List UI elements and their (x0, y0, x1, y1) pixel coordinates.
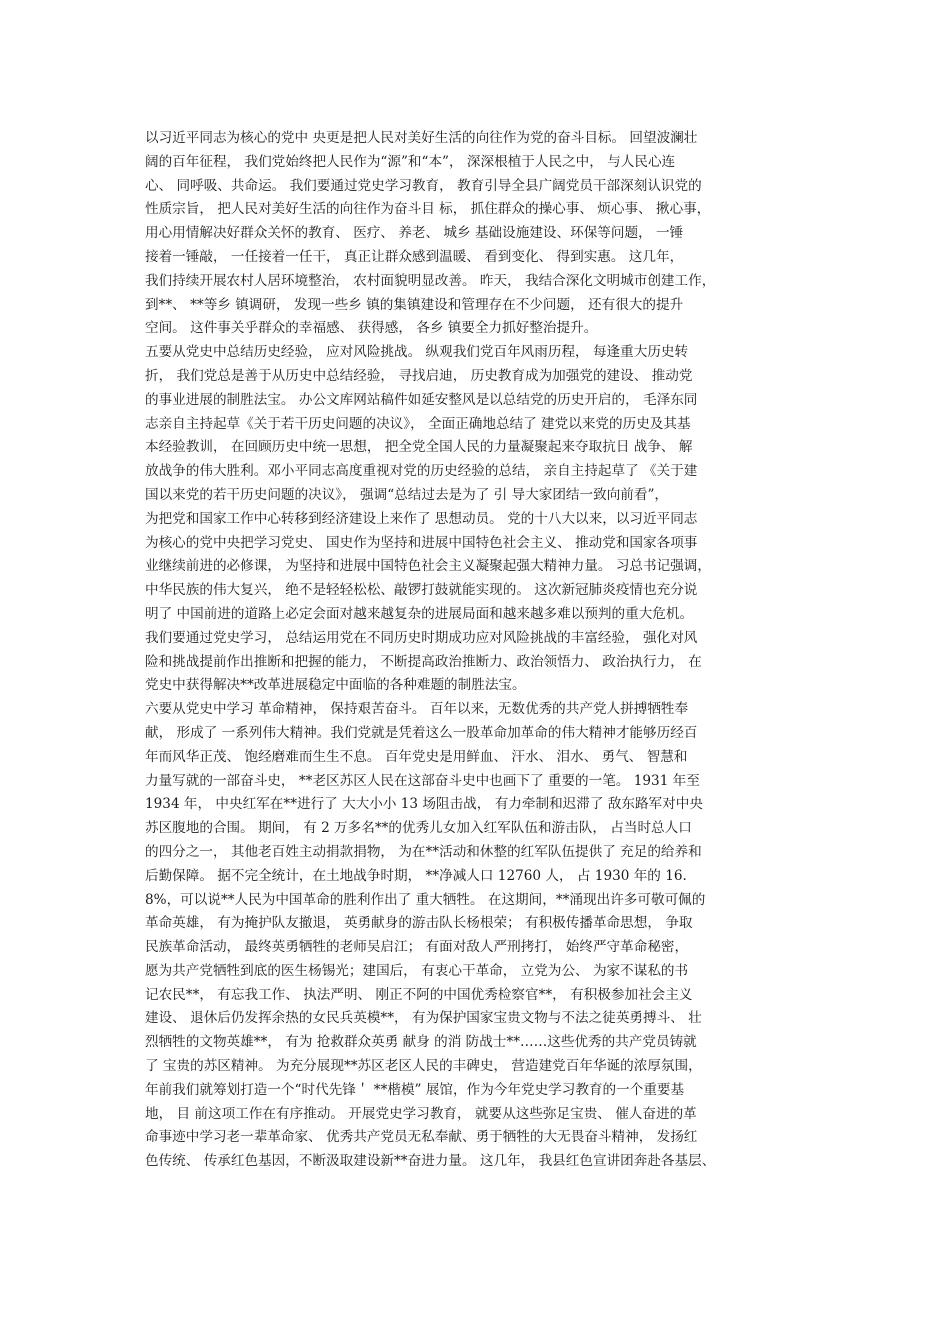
text-line: 我们要通过党史学习， 总结运用党在不同历史时期成功应对风险挑战的丰富经验， 强化对风 (145, 629, 698, 646)
document-body (145, 127, 812, 1174)
text-line: 五要从党史中总结历史经验， 应对风险挑战。 纵观我们党百年风雨历程， 每逢重大历史转 (145, 344, 689, 361)
text-line: 烈牺牲的文物英雄**， 有为 抢救群众英勇 献身 的消 防战士**……这些优秀的共产党员铸就 (145, 1034, 697, 1051)
text-line: 中华民族的伟大复兴， 绝不是轻轻松松、敲锣打鼓就能实现的。 这次新冠肺炎疫情也充分说 (145, 582, 698, 599)
text-line: 色传统、 传承红色基因，不断汲取建设新**奋进力量。 这几年， 我县红色宣讲团奔赴各基层、 (145, 1153, 716, 1170)
text-line: 年前我们就筹划打造一个“时代先锋＇ **楷模” 展馆，作为今年党史学习教育的一个重要基 (145, 1081, 685, 1098)
text-line: 放战争的伟大胜利。邓小平同志高度重视对党的历史经验的总结， 亲自主持起草了 《关于建 (145, 463, 698, 480)
text-line: 献， 形成了 一系列伟大精神。我们党就是凭着这么一股革命加革命的伟大精神才能够历经百 (145, 724, 698, 741)
text-line: 革命英雄， 有为掩护队友撤退， 英勇献身的游击队长杨根荣； 有积极传播革命思想， 争取 (145, 915, 693, 932)
text-line: 为核心的党中央把学习党史、 国史作为坚持和进展中国特色社会主义、 推动党和国家各项事 (145, 534, 698, 551)
text-line: 阔的百年征程， 我们党始终把人民作为“源”和“本”， 深深根植于人民之中， 与人民心连 (145, 153, 676, 170)
text-line: 险和挑战提前作出推断和把握的能力， 不断提高政治推断力、政治领悟力、 政治执行力， 在 (145, 653, 702, 670)
text-line: 接着一锤敲， 一任接着一任干， 真正让群众感到温暖、 看到变化、 得到实惠。 这几年， (145, 248, 684, 265)
text-line: 本经验教训， 在回顾历史中统一思想， 把全党全国人民的力量凝聚起来夺取抗日 战争、 解 (145, 439, 693, 456)
text-line: 空间。 这件事关乎群众的幸福感、 获得感， 各乡 镇要全力抓好整治提升。 (145, 320, 598, 337)
text-line: 的事业进展的制胜法宝。 办公文库网站稿件如延安整风是以总结党的历史开启的， 毛泽东同 (145, 391, 698, 408)
text-line: 地， 目 前这项工作在有序推动。 开展党史学习教育， 就要从这些弥足宝贵、 催人奋进的革 (145, 1105, 697, 1122)
text-line: 的四分之一， 其他老百姓主动捐款捐物， 为在**活动和休整的红军队伍提供了 充足的给养和 (145, 843, 702, 860)
text-line: 志亲自主持起草《关于若干历史问题的决议》， 全面正确地总结了 建党以来党的历史及其基 (145, 415, 691, 432)
text-line: 业继续前进的必修课， 为坚持和进展中国特色社会主义凝聚起强大精神力量。 习总书记强调， (145, 558, 711, 575)
text-line: 六要从党史中学习 革命精神， 保持艰苦奋斗。 百年以来，无数优秀的共产党人拼搏牺牲奉 (145, 701, 689, 718)
text-line: 为把党和国家工作中心转移到经济建设上来作了 思想动员。 党的十八大以来，以习近平同志 (145, 510, 698, 527)
text-line: 力量写就的一部奋斗史， **老区苏区人民在这部奋斗史中也画下了 重要的一笔。 1931 年至 (145, 772, 700, 789)
text-line: 年而风华正茂、 饱经磨难而生生不息。 百年党史是用鲜血、 汗水、 泪水、 勇气、 智慧和 (145, 748, 688, 765)
text-line: 用心用情解决好群众关怀的教育、 医疗、 养老、 城乡 基础设施建设、环保等问题， 一锤 (145, 225, 684, 242)
text-line: 民族革命活动， 最终英勇牺牲的老师吴启江； 有面对敌人严刑拷打， 始终严守革命秘密， (145, 939, 689, 956)
text-line: 愿为共产党牺牲到底的医生杨锡光；建国后， 有衷心干革命， 立党为公、 为家不谋私的书 (145, 962, 689, 979)
text-line: 8%，可以说**人民为中国革命的胜利作出了 重大牺牲。 在这期间，**涌现出许多可敬可佩的 (145, 891, 706, 908)
text-line: 性质宗旨， 把人民对美好生活的向往作为奋斗目 标， 抓住群众的操心事、 烦心事、 揪心事， (145, 201, 711, 218)
text-line: 记农民**， 有忘我工作、 执法严明、 刚正不阿的中国优秀检察官**， 有积极参加社会主义 (145, 986, 693, 1003)
text-line: 苏区腹地的合围。 期间， 有 2 万多名**的优秀儿女加入红军队伍和游击队， 占当时总人口 (145, 820, 692, 837)
text-line: 心、 同呼吸、共命运。 我们要通过党史学习教育， 教育引导全县广阔党员干部深刻认识党的 (145, 177, 702, 194)
text-line: 我们持续开展农村人居环境整治， 农村面貌明显改善。 昨天， 我结合深化文明城市创建工作， (145, 272, 716, 289)
text-line: 以习近平同志为核心的党中 央更是把人民对美好生活的向往作为党的奋斗目标。 回望波澜壮 (145, 130, 698, 146)
text-line: 后勤保障。 据不完全统计，在土地战争时期， **净减人口 12760 人， 占 1930 年的 16. (145, 867, 687, 884)
text-line: 命事迹中学习老一辈革命家、 优秀共产党员无私奉献、勇于牺牲的大无畏奋斗精神， 发扬红 (145, 1129, 698, 1146)
text-line: 折， 我们党总是善于从历史中总结经验， 寻找启迪， 历史教育成为加强党的建设、 推动党 (145, 367, 693, 384)
text-line: 到**、 **等乡 镇调研， 发现一些乡 镇的集镇建设和管理存在不少问题， 还有很大的提升 (145, 296, 684, 313)
text-line: 国以来党的若干历史问题的决议》， 强调“总结过去是为了 引 导大家团结一致向前看”， (145, 486, 669, 503)
text-line: 建设、 退休后仍发挥余热的女民兵英模**， 有为保护国家宝贵文物与不法之徒英勇搏斗、 壮 (145, 1010, 702, 1027)
text-line: 明了 中国前进的道路上必定会面对越来越复杂的进展局面和越来越多难以预判的重大危机。 (145, 605, 694, 622)
text-line: 了 宝贵的苏区精神。 为充分展现**苏区老区人民的丰碑史， 营造建党百年华诞的浓厚氛围， (145, 1058, 702, 1075)
text-line: 党史中获得解决**改革进展稳定中面临的各种难题的制胜法宝。 (145, 677, 526, 694)
text-line: 1934 年， 中央红军在**进行了 大大小小 13 场阻击战， 有力牵制和迟滞了 敌东路军对中央 (145, 796, 703, 813)
